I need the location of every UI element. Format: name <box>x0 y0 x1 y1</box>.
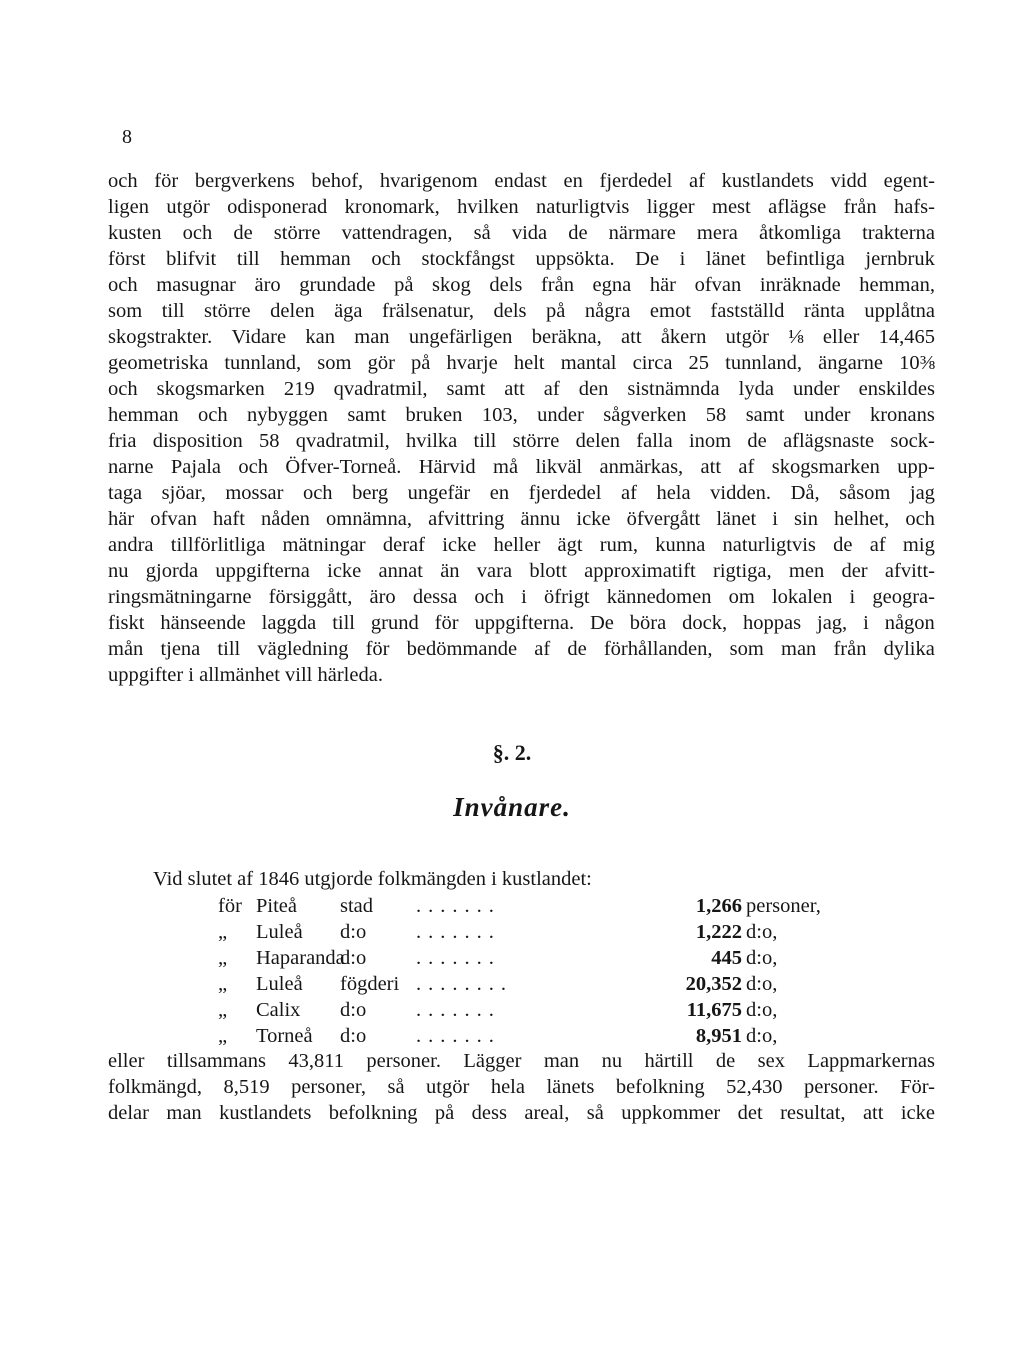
row-prefix: „ <box>218 973 228 995</box>
place-type: d:o <box>340 947 367 969</box>
text-line: nu gjorda uppgifterna icke annat än vara blott approximatift rigtiga, men der afvitt- <box>108 560 935 582</box>
leader-dots: ....... <box>416 999 501 1021</box>
text-line: eller tillsammans 43,811 personer. Lägger man nu härtill de sex Lappmarkernas <box>108 1050 935 1072</box>
text-line: mån tjena till vägledning för bedömmande af de förhållanden, som man från dylika <box>108 638 935 660</box>
text-line: skogstrakter. Vidare kan man ungefärligen beräkna, att åkern utgör ⅛ eller 14,465 <box>108 326 935 348</box>
population-intro: Vid slutet af 1846 utgjorde folkmängden i kustlandet: <box>153 868 592 890</box>
population-count: 8,951 <box>695 1025 742 1047</box>
text-line: fria disposition 58 qvadratmil, hvilka till större delen falla inom de aflägsnaste sock- <box>108 430 935 452</box>
population-count: 11,675 <box>686 999 742 1021</box>
text-line: uppgifter i allmänhet vill härleda. <box>108 664 383 686</box>
text-line: kusten och de större vattendragen, så vida de närmare mera åtkomliga trakterna <box>108 222 935 244</box>
leader-dots: ....... <box>416 1025 501 1047</box>
row-prefix: „ <box>218 921 228 943</box>
text-line: här ofvan haft nåden omnämna, afvittring ännu icke öfvergått länet i sin helhet, och <box>108 508 935 530</box>
page-number: 8 <box>122 126 132 148</box>
text-line: som till större delen äga frälsenatur, dels på några emot fastställd ränta upplåtna <box>108 300 935 322</box>
text-line: först blifvit till hemman och stockfångst uppsökta. De i länet befintliga jernbruk <box>108 248 935 270</box>
unit-label: d:o, <box>746 1025 778 1047</box>
row-prefix: „ <box>218 999 228 1021</box>
text-line: ringsmätningarne försiggått, äro dessa och i öfrigt kännedomen om lokalen i geogra- <box>108 586 935 608</box>
row-prefix: „ <box>218 947 228 969</box>
population-row <box>218 945 820 971</box>
section-title: Invånare. <box>453 792 571 822</box>
text-line: och masugnar äro grundade på skog dels från egna här ofvan inräknade hemman, <box>108 274 935 296</box>
leader-dots: ....... <box>416 895 501 917</box>
unit-label: d:o, <box>746 999 778 1021</box>
text-line: ligen utgör odisponerad kronomark, hvilken naturligtvis ligger mest aflägse från hafs- <box>108 196 935 218</box>
row-prefix: „ <box>218 1025 228 1047</box>
unit-label: d:o, <box>746 973 778 995</box>
population-count: 1,266 <box>695 895 742 917</box>
place-name: Torneå <box>256 1025 313 1047</box>
place-type: d:o <box>340 921 367 943</box>
population-row <box>218 971 820 997</box>
population-row <box>218 893 820 919</box>
leader-dots: ........ <box>416 973 513 995</box>
place-name: Luleå <box>256 973 303 995</box>
text-line: andra tillförlitliga mätningar deraf icke heller ägt rum, kunna naturligtvis de af mig <box>108 534 935 556</box>
population-row <box>218 919 820 945</box>
place-type: fögderi <box>340 973 400 995</box>
population-row <box>218 997 820 1023</box>
leader-dots: ....... <box>416 947 501 969</box>
row-prefix: för <box>218 895 242 917</box>
text-line: och skogsmarken 219 qvadratmil, samt att af den sistnämnda lyda under enskildes <box>108 378 935 400</box>
population-row <box>218 1023 820 1049</box>
text-line: delar man kustlandets befolkning på dess areal, så uppkommer det resultat, att icke <box>108 1102 935 1124</box>
section-number: §. 2. <box>492 740 532 765</box>
leader-dots: ....... <box>416 921 501 943</box>
population-count: 20,352 <box>685 973 742 995</box>
text-line: geometriska tunnland, som gör på hvarje helt mantal circa 25 tunnland, ängarne 10⅜ <box>108 352 935 374</box>
text-line: taga sjöar, mossar och berg ungefär en fjerdedel af hela vidden. Då, såsom jag <box>108 482 935 504</box>
place-type: stad <box>340 895 374 917</box>
unit-label: d:o, <box>746 947 778 969</box>
text-line: hemman och nybyggen samt bruken 103, under sågverken 58 samt under kronans <box>108 404 935 426</box>
place-name: Luleå <box>256 921 303 943</box>
place-type: d:o <box>340 999 367 1021</box>
place-name: Calix <box>256 999 301 1021</box>
text-line: och för bergverkens behof, hvarigenom endast en fjerdedel af kustlandets vidd egent- <box>108 170 935 192</box>
place-name: Haparanda <box>256 947 345 969</box>
text-line: fiskt hänseende laggda till grund för uppgifterna. De böra dock, hoppas jag, i någon <box>108 612 935 634</box>
text-line: narne Pajala och Öfver-Torneå. Härvid må likväl anmärkas, att af skogsmarken upp- <box>108 456 935 478</box>
unit-label: d:o, <box>746 921 778 943</box>
population-count: 1,222 <box>695 921 742 943</box>
population-count: 445 <box>711 947 742 969</box>
unit-label: personer, <box>746 895 821 917</box>
text-line: folkmängd, 8,519 personer, så utgör hela länets befolkning 52,430 personer. För- <box>108 1076 935 1098</box>
place-name: Piteå <box>256 895 297 917</box>
place-type: d:o <box>340 1025 367 1047</box>
